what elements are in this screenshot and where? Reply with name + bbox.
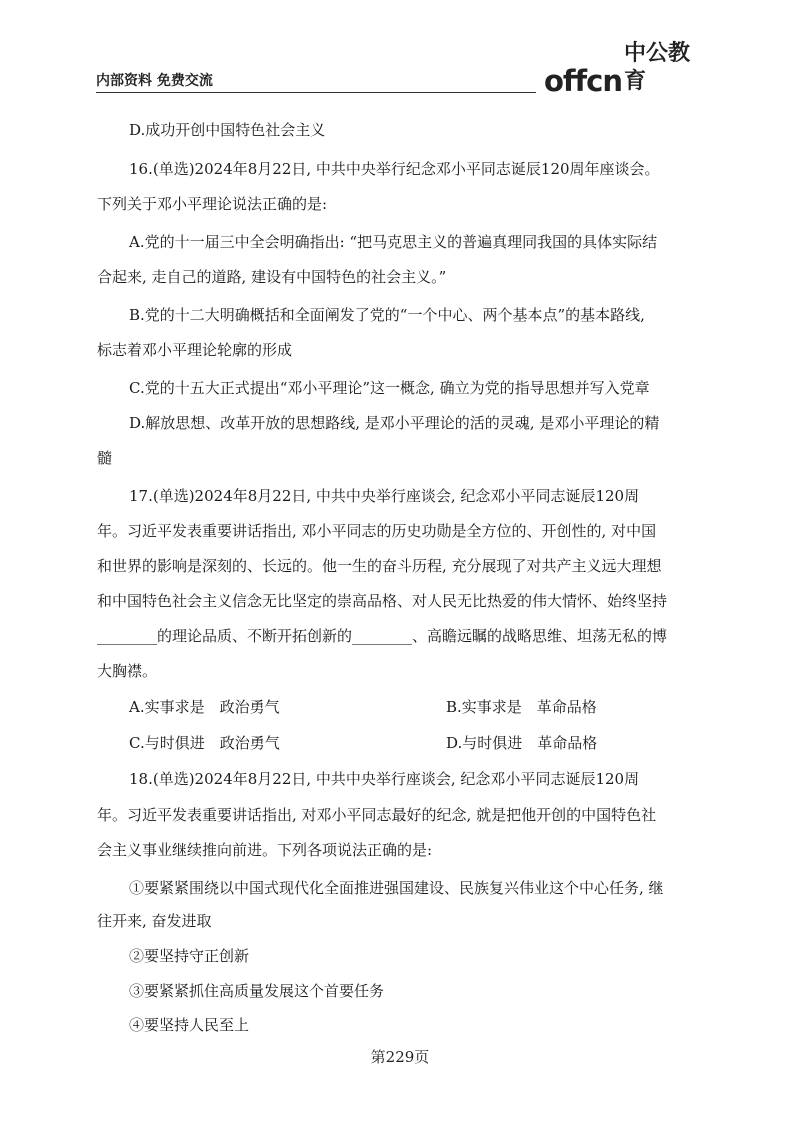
text-line: 下列关于邓小平理论说法正确的是: — [97, 195, 328, 213]
question-16-option-a: A.党的十一届三中全会明确指出: “把马克思主义的普遍真理同我国的具体实际结 — [129, 233, 658, 251]
question-16-stem: 16.(单选)2024年8月22日, 中共中央举行纪念邓小平同志诞辰120周年座谈会。 — [129, 160, 660, 178]
question-17-option-b: B.实事求是 革命品格 — [446, 698, 597, 716]
header-title: 内部资料 免费交流 — [96, 73, 213, 89]
text-line: 年。习近平发表重要讲话指出, 邓小平同志的历史功勋是全方位的、开创性的, 对中国 — [97, 522, 657, 540]
question-17-option-d: D.与时俱进 革命品格 — [446, 734, 598, 752]
text-line: ________的理论品质、不断开拓创新的________、高瞻远瞩的战略思维、坦荡无私的博 — [97, 627, 668, 645]
text-line: 和世界的影响是深刻的、长远的。他一生的奋斗历程, 充分展现了对共产主义远大理想 — [97, 557, 662, 575]
text-line: 年。习近平发表重要讲话指出, 对邓小平同志最好的纪念, 就是把他开创的中国特色社 — [97, 806, 657, 824]
logo-text-en: offcn — [544, 64, 622, 98]
text-line: 髓 — [97, 449, 113, 467]
page-number: 第229页 — [370, 1048, 430, 1066]
question-17-stem: 17.(单选)2024年8月22日, 中共中央举行座谈会, 纪念邓小平同志诞辰120周 — [129, 487, 640, 505]
text-line: 和中国特色社会主义信念无比坚定的崇高品格、对人民无比热爱的伟大情怀、始终坚持 — [97, 592, 668, 610]
question-17-option-a: A.实事求是 政治勇气 — [129, 698, 280, 716]
question-16-option-d: D.解放思想、改革开放的思想路线, 是邓小平理论的活的灵魂, 是邓小平理论的精 — [129, 414, 660, 432]
question-18-item-3: ③要紧紧抓住高质量发展这个首要任务 — [129, 982, 385, 1000]
logo-text-cn: 中公教育 — [624, 41, 691, 94]
text-line: 标志着邓小平理论轮廓的形成 — [97, 341, 293, 359]
question-18-item-2: ②要坚持守正创新 — [129, 947, 250, 965]
text-line: 往开来, 奋发进取 — [97, 912, 212, 930]
question-16-option-b: B.党的十二大明确概括和全面阐发了党的“一个中心、两个基本点”的基本路线, — [129, 306, 645, 324]
text-line: 会主义事业继续推向前进。下列各项说法正确的是: — [97, 841, 433, 859]
question-16-option-c: C.党的十五大正式提出“邓小平理论”这一概念, 确立为党的指导思想并写入党章 — [129, 379, 650, 397]
question-17-option-c: C.与时俱进 政治勇气 — [129, 734, 280, 752]
question-18-stem: 18.(单选)2024年8月22日, 中共中央举行座谈会, 纪念邓小平同志诞辰120周 — [129, 770, 640, 788]
text-line: 大胸襟。 — [97, 662, 158, 680]
question-18-item-1: ①要紧紧围绕以中国式现代化全面推进强国建设、民族复兴伟业这个中心任务, 继 — [129, 879, 664, 897]
question-18-item-4: ④要坚持人民至上 — [129, 1016, 250, 1034]
text-line: 合起来, 走自己的道路, 建设有中国特色的社会主义。” — [97, 268, 447, 286]
text-line: D.成功开创中国特色社会主义 — [129, 121, 326, 139]
